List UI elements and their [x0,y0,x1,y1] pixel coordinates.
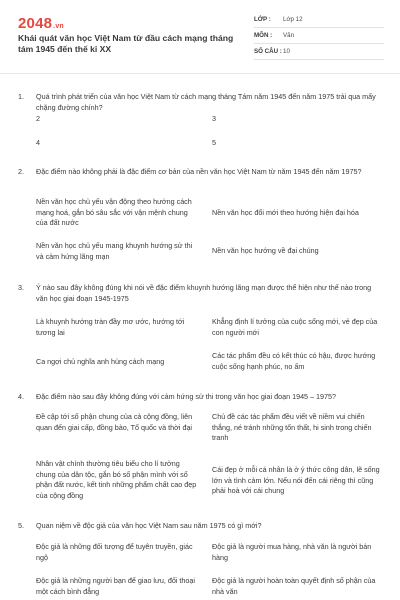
question-4 [18,392,382,403]
meta-row-class [254,12,384,28]
option[interactable]: Độc giả là người mua hàng, nhà văn là người bán hàng [212,542,372,562]
meta-value: Lớp 12 [283,16,303,23]
option[interactable]: Nền văn học chủ yếu mang khuynh hướng sử thi và cảm hứng lãng mạn [36,241,193,261]
option[interactable]: Ca ngợi chủ nghĩa anh hùng cách mạng [36,357,165,366]
option[interactable]: Cái đẹp ở mỗi cá nhân là ở ý thức công dân, lẽ sống lớn và tình cảm lớn. Nếu nói đến cái riêng thì cũng phải hoà với cái chung [212,465,380,496]
question-3 [18,283,382,304]
meta-row-subject [254,28,384,44]
meta-value: Văn [283,32,295,39]
logo[interactable] [18,15,64,32]
meta-key: LỚP : [254,16,271,23]
option[interactable]: Độc giả là những đối tượng để tuyên truyền, giác ngộ [36,542,193,562]
logo-suffix: .vn [53,23,64,30]
option[interactable]: Đề cập tới số phận chung của cả cộng đồng, liên quan đến giai cấp, đồng bào, Tổ quốc và thời đại [36,412,193,432]
page-title: Khái quát văn học Việt Nam từ đầu cách mạng tháng tám 1945 đến thế kỉ XX [18,33,234,54]
question-text: Quan niệm về độc giả của văn học Việt Nam sau năm 1975 có gì mới? [36,521,262,530]
option[interactable]: Là khuynh hướng tràn đầy mơ ước, hướng tới tương lai [36,317,185,337]
option[interactable]: Khẳng định lí tưởng của cuộc sống mới, vẻ đẹp của con người mới [212,317,378,337]
option[interactable]: Nền văn học chủ yếu vận động theo hướng cách mạng hoá, gắn bó sâu sắc với vận mệnh chung của đất nước [36,197,192,228]
option[interactable]: 4 [36,138,40,147]
question-1 [18,92,382,113]
question-text: Quá trình phát triển của văn học Việt Nam từ cách mạng tháng Tám năm 1945 đến năm 1975 trải qua mấy chặng đường chính? [36,92,376,112]
option[interactable]: Độc giả là những người bạn để giao lưu, đối thoại một cách bình đẳng [36,576,196,596]
question-number: 2. [18,167,24,176]
question-text: Đặc điểm nào sau đây không đúng với cảm hứng sử thi trong văn học giai đoạn 1945 – 1975? [36,392,337,401]
header-divider [0,73,400,74]
question-number: 5. [18,521,24,530]
header [0,0,400,72]
meta-row-count [254,44,384,60]
option[interactable]: Nền văn học đổi mới theo hướng hiện đại hóa [212,208,359,217]
question-number: 4. [18,392,24,401]
question-number: 1. [18,92,24,101]
option[interactable]: 2 [36,114,40,123]
option[interactable]: Chủ đề các tác phẩm đều viết về niềm vui chiến thắng, né tránh những tổn thất, hi sinh trong chiến tranh [212,412,372,443]
option[interactable]: Nền văn học hướng về đại chúng [212,246,319,255]
option[interactable]: Độc giả là người hoàn toàn quyết định số phận của nhà văn [212,576,376,596]
meta-key: MÔN : [254,32,273,39]
question-text: Ý nào sau đây không đúng khi nói về đặc điểm khuynh hướng lãng mạn được thể hiện như thế nào trong văn học giai đoạn 1945-1975 [36,283,372,303]
option[interactable]: 5 [212,138,216,147]
question-5 [18,521,382,532]
meta-info [254,12,384,60]
question-number: 3. [18,283,24,292]
option[interactable]: Các tác phẩm đều có kết thúc có hậu, được hướng cuộc sống hạnh phúc, no ấm [212,351,376,371]
logo-text: 2048 [18,15,53,32]
question-text: Đặc điểm nào không phải là đặc điểm cơ bản của nền văn học Việt Nam từ năm 1945 đến năm 1975? [36,167,362,176]
option[interactable]: 3 [212,114,216,123]
meta-value: 10 [283,48,290,55]
meta-key: SỐ CÂU : [254,48,282,55]
option[interactable]: Nhân vật chính thường tiêu biểu cho lí tưởng chung của dân tộc, gắn bó số phận mình với số phận đất nước, kết tinh những phẩm chất cao đẹp của cộng đồng [36,459,197,500]
question-2 [18,167,382,178]
